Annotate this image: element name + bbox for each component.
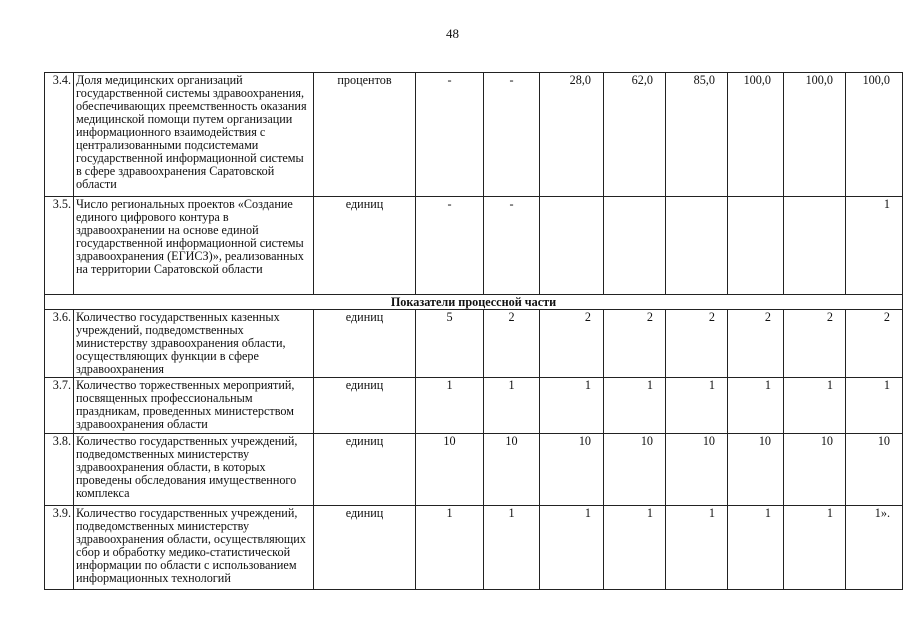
- value-cell: 10: [666, 434, 728, 506]
- value-cell: 10: [784, 434, 846, 506]
- indicator-name: Число региональных проектов «Создание единого цифрового контура в здравоохранении на основе единой государственной информационной системы здравоохранения (ЕГИСЗ)», реализованных на территории Саратовской области: [74, 197, 314, 295]
- value-cell: 28,0: [540, 73, 604, 197]
- section-header: Показатели процессной части: [45, 295, 903, 310]
- section-row: [45, 295, 903, 310]
- indicator-name: Количество государственных казенных учреждений, подведомственных министерству здравоохранения области, осуществляющих функции в сфере здравоохранения: [74, 310, 314, 378]
- unit-cell: единиц: [314, 378, 416, 434]
- value-cell: 5: [416, 310, 484, 378]
- value-cell: [784, 197, 846, 295]
- value-cell: 2: [484, 310, 540, 378]
- indicator-name: Количество государственных учреждений, подведомственных министерству здравоохранения области, осуществляющих сбор и обработку медико-статистической информации по области с использованием информационных технологий: [74, 506, 314, 590]
- value-cell: 2: [728, 310, 784, 378]
- unit-cell: единиц: [314, 506, 416, 590]
- value-cell: [728, 197, 784, 295]
- value-cell: 2: [604, 310, 666, 378]
- value-cell: 1: [784, 506, 846, 590]
- table-section: [45, 295, 903, 310]
- unit-cell: единиц: [314, 310, 416, 378]
- value-cell: 1: [484, 506, 540, 590]
- value-cell: 1: [666, 378, 728, 434]
- value-cell: 100,0: [784, 73, 846, 197]
- unit-cell: единиц: [314, 434, 416, 506]
- value-cell: 1: [604, 378, 666, 434]
- row-number: 3.9.: [45, 506, 74, 590]
- value-cell: 10: [846, 434, 903, 506]
- value-cell: 1: [416, 506, 484, 590]
- page-number: 48: [446, 26, 459, 41]
- value-cell: 1: [666, 506, 728, 590]
- row-number: 3.5.: [45, 197, 74, 295]
- table-row: [45, 434, 903, 506]
- table-body-top: [45, 73, 903, 295]
- value-cell: 2: [540, 310, 604, 378]
- table-row: [45, 197, 903, 295]
- table-body-bottom: [45, 310, 903, 590]
- indicator-name: Доля медицинских организаций государственной системы здравоохранения, обеспечивающих преемственность оказания медицинской помощи путем организации информационного взаимодействия с централизованными подсистемами государственной информационной системы в сфере здравоохранения Саратовской области: [74, 73, 314, 197]
- value-cell: 1: [784, 378, 846, 434]
- value-cell: 10: [604, 434, 666, 506]
- table-row: [45, 73, 903, 197]
- unit-cell: единиц: [314, 197, 416, 295]
- value-cell: 10: [484, 434, 540, 506]
- value-cell: 1: [604, 506, 666, 590]
- value-cell: -: [416, 197, 484, 295]
- row-number: 3.6.: [45, 310, 74, 378]
- value-cell: 2: [784, 310, 846, 378]
- table-row: [45, 378, 903, 434]
- table-row: [45, 310, 903, 378]
- value-cell: 2: [666, 310, 728, 378]
- value-cell: 100,0: [728, 73, 784, 197]
- value-cell: 10: [416, 434, 484, 506]
- row-number: 3.8.: [45, 434, 74, 506]
- value-cell: 62,0: [604, 73, 666, 197]
- value-cell: 1: [484, 378, 540, 434]
- value-cell: [604, 197, 666, 295]
- value-cell: 1: [846, 197, 903, 295]
- value-cell: -: [484, 73, 540, 197]
- row-number: 3.4.: [45, 73, 74, 197]
- indicators-table: [44, 72, 903, 590]
- value-cell: 10: [728, 434, 784, 506]
- value-cell: -: [416, 73, 484, 197]
- row-number: 3.7.: [45, 378, 74, 434]
- value-cell: 1: [728, 506, 784, 590]
- indicator-name: Количество государственных учреждений, подведомственных министерству здравоохранения области, в которых проведены обследования имущественного комплекса: [74, 434, 314, 506]
- value-cell: 1: [846, 378, 903, 434]
- unit-cell: процентов: [314, 73, 416, 197]
- value-cell: [666, 197, 728, 295]
- value-cell: 1: [540, 378, 604, 434]
- value-cell: 1: [416, 378, 484, 434]
- value-cell: 100,0: [846, 73, 903, 197]
- value-cell: 10: [540, 434, 604, 506]
- value-cell: 85,0: [666, 73, 728, 197]
- value-cell: 1».: [846, 506, 903, 590]
- value-cell: [540, 197, 604, 295]
- table-row: [45, 506, 903, 590]
- value-cell: 1: [540, 506, 604, 590]
- value-cell: -: [484, 197, 540, 295]
- indicator-name: Количество торжественных мероприятий, посвященных профессиональным праздникам, проведенных министерством здравоохранения области: [74, 378, 314, 434]
- value-cell: 1: [728, 378, 784, 434]
- value-cell: 2: [846, 310, 903, 378]
